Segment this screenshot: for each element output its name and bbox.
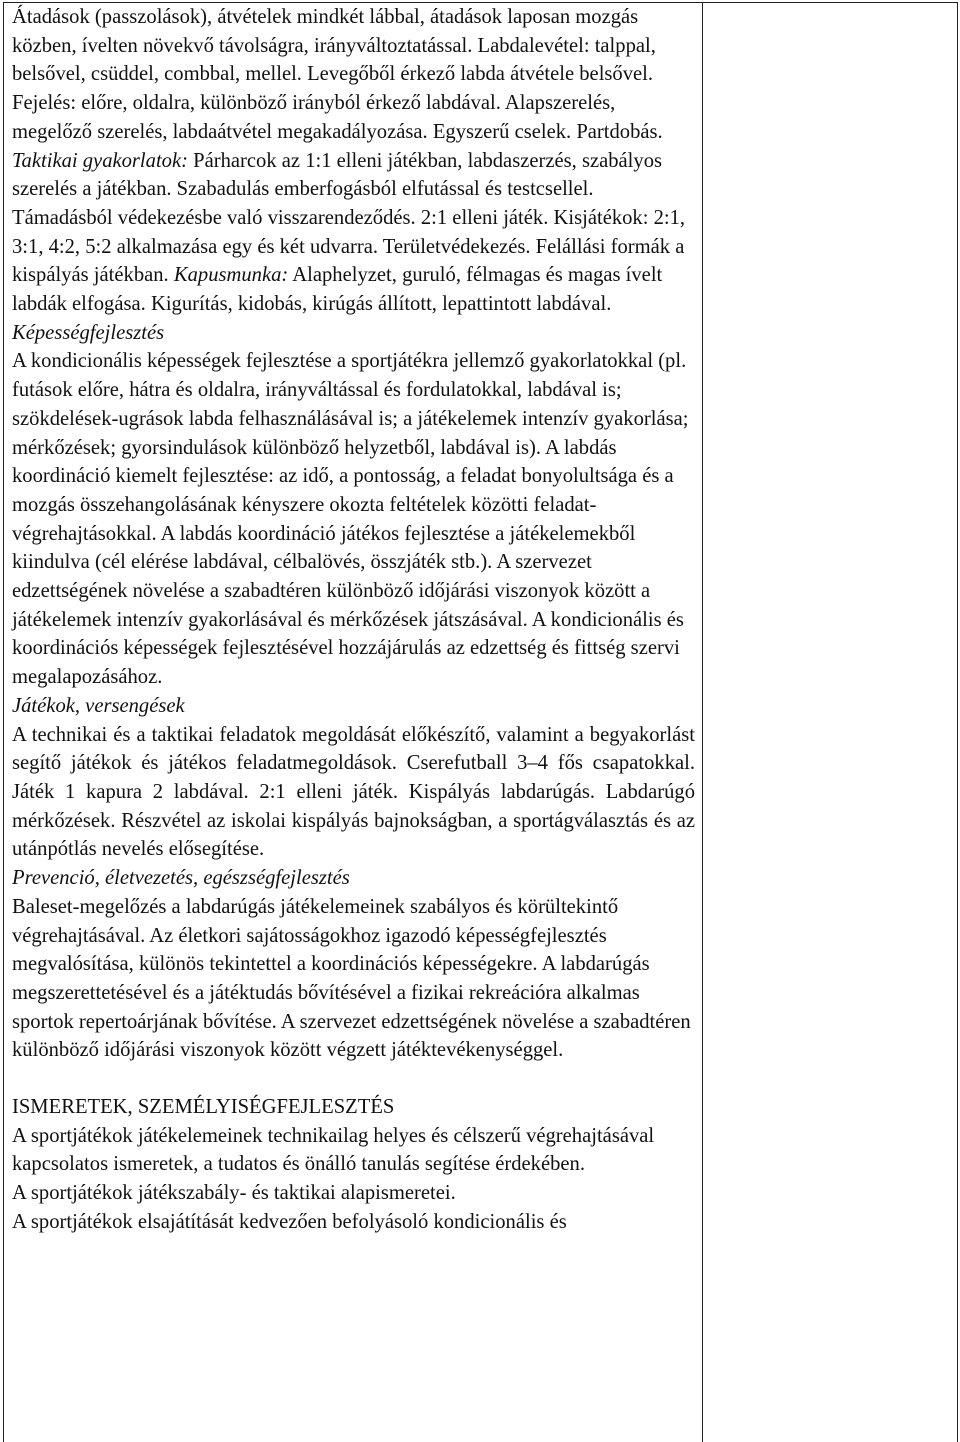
- knowledge-paragraph-2: A sportjátékok játékszabály- és taktikai alapismeretei.: [12, 1182, 456, 1205]
- content-cell: [12, 3, 695, 1237]
- knowledge-paragraph-1: A sportjátékok játékelemeinek technikailag helyes és célszerű végrehajtásával kapcsolatos ismeretek, a tudatos és önálló tanulás segítése érdekében.: [12, 1124, 655, 1176]
- prevention-heading: Prevenció, életvezetés, egészségfejlesztés: [12, 867, 350, 890]
- technique-paragraph: [12, 3, 695, 319]
- knowledge-heading: ISMERETEK, SZEMÉLYISÉGFEJLESZTÉS: [12, 1096, 395, 1119]
- tactics-label: Taktikai gyakorlatok:: [12, 149, 188, 172]
- games-heading: Játékok, versengések: [12, 694, 185, 717]
- goalkeeping-label: Kapusmunka:: [173, 264, 289, 287]
- games-text: A technikai és a taktikai feladatok megoldását előkészítő, valamint a begyakorlást segítő játékok és játékos feladatmegoldások. Cserefutball 3–4 fős csapatokkal. Játék 1 kapura 2 labdával. 2:1 elleni játék. Kispályás labdarúgás. Labdarúgó mérkőzések. Részvétel az iskolai kispályás bajnokságban, a sportágválasztás és az utánpótlás nevelés elősegítése.: [12, 723, 695, 861]
- section-gap: [12, 1065, 695, 1093]
- tactics-text: Párharcok az 1:1 elleni játékban, labdaszerzés, szabályos szerelés a játékban. Szabadulás emberfogásból elfutással és testcsellel. Támadásból védekezésbe való visszarendeződés. 2:1 elleni játék. Kisjátékok: 2:1, 3:1, 4:2, 5:2 alkalmazása egy és két udvarra. Területvédekezés. Felállási formák a kispályás játékban.: [12, 149, 686, 287]
- prevention-text: Baleset-megelőzés a labdarúgás játékelemeinek szabályos és körültekintő végrehajtásával. Az életkori sajátosságokhoz igazodó képességfejlesztés megvalósítása, különös tekintettel a koordinációs képességekre. A labdarúgás megszerettetésével és a játéktudás bővítésével a fizikai rekreációra alkalmas sportok repertoárjának bővítése. A szervezet edzettségének növelése a szabadtéren különböző időjárási viszonyok között végzett játéktevékenységgel.: [12, 895, 691, 1062]
- goalkeeping-text: Alaphelyzet, guruló, félmagas és magas ívelt labdák elfogása. Kigurítás, kidobás, kirúgás állított, lepattintott labdával.: [12, 264, 663, 316]
- skill-development-heading: Képességfejlesztés: [12, 321, 165, 344]
- knowledge-paragraph-3: A sportjátékok elsajátítását kedvezően befolyásoló kondicionális és: [12, 1210, 567, 1233]
- column-divider: [702, 2, 703, 1442]
- technique-text: Átadások (passzolások), átvételek mindkét lábbal, átadások laposan mozgás közben, ívelten növekvő távolságra, irányváltoztatással. Labdalevétel: talppal, belsővel, csüddel, combbal, mellel. Levegőből érkező labda átvétele belsővel. Fejelés: előre, oldalra, különböző irányból érkező labdával. Alapszerelés, megelőző szerelés, labdaátvétel megakadályozása. Egyszerű cselek. Partdobás.: [12, 6, 663, 143]
- skill-development-text: A kondicionális képességek fejlesztése a sportjátékra jellemző gyakorlatokkal (pl. futások előre, hátra és oldalra, irányváltással és fordulatokkal, labdával is; szökdelések-ugrások labda felhasználásával is; a játékelemek intenzív gyakorlása; mérkőzések; gyorsindulások különböző helyzetből, labdával is). A labdás koordináció kiemelt fejlesztése: az idő, a pontosság, a feladat bonyolultsága és a mozgás összehangolásának kényszere okozta feltételek közötti feladat-végrehajtásokkal. A labdás koordináció játékos fejlesztése a játékelemekből kiindulva (cél elérése labdával, célbalövés, összjáték stb.). A szervezet edzettségének növelése a szabadtéren különböző időjárási viszonyok között a játékelemek intenzív gyakorlásával és mérkőzések játszásával. A kondicionális és koordinációs képességek fejlesztésével hozzájárulás az edzettség és fittség szervi megalapozásához.: [12, 350, 689, 689]
